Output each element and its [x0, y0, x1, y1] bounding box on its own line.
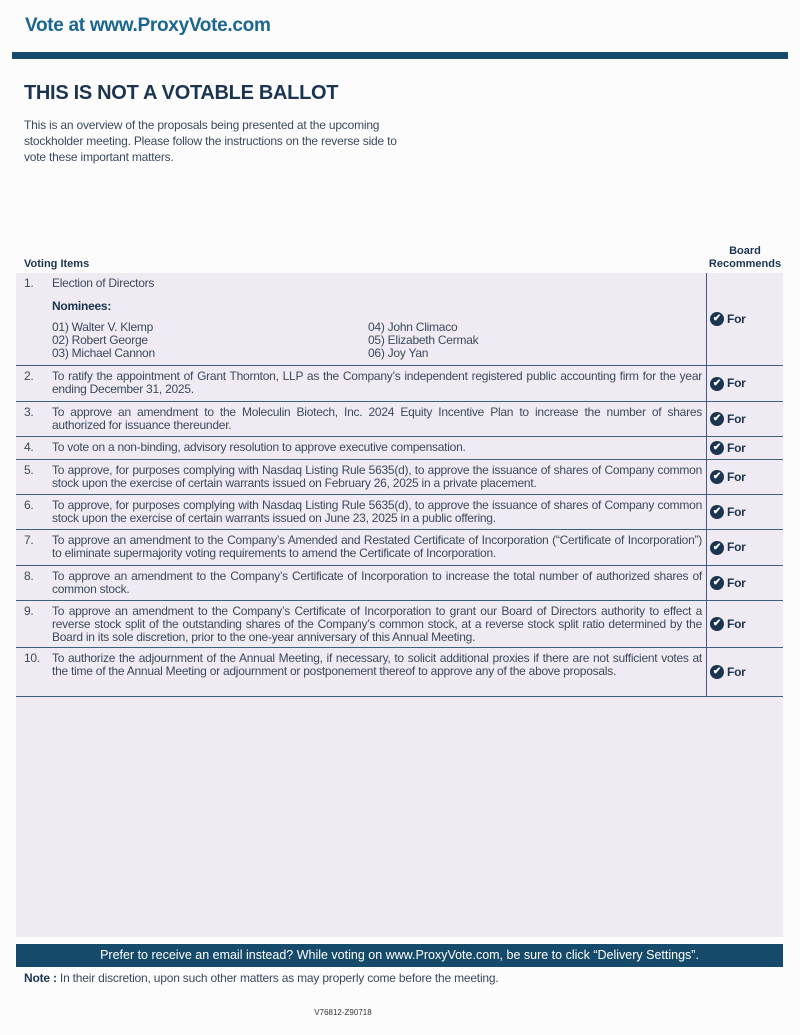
nominee: 02) Robert George: [52, 333, 148, 347]
item-text: To ratify the appointment of Grant Thornton, LLP as the Company’s independent registered public accounting firm for the year ending December 31, 2025.: [52, 369, 702, 396]
check-circle-icon: ✔: [710, 377, 724, 391]
document-code: V76812-Z90718: [314, 1008, 372, 1017]
voting-item-row: [16, 601, 783, 648]
board-recommendation: ✔ For: [706, 273, 783, 365]
item-text: To approve an amendment to the Company’s Certificate of Incorporation to grant our Board of Directors authority to effect a reverse stock split of the outstanding shares of the Company’s common stock, at a reverse stock split ratio determined by the Board in its sole discretion, prior to the one-year anniversary of this Annual Meeting.: [52, 604, 702, 644]
check-circle-icon: ✔: [710, 412, 724, 426]
check-circle-icon: ✔: [710, 470, 724, 484]
board-recommendation: ✔ For: [706, 460, 783, 494]
check-circle-icon: ✔: [710, 505, 724, 519]
proxyvote-link[interactable]: Vote at www.ProxyVote.com: [25, 15, 271, 36]
page-title: THIS IS NOT A VOTABLE BALLOT: [24, 82, 339, 104]
nominee: 01) Walter V. Klemp: [52, 320, 154, 334]
check-circle-icon: ✔: [710, 576, 724, 590]
board-recommendation: ✔ For: [706, 601, 783, 647]
voting-item-row: [16, 273, 783, 366]
voting-item-row: [16, 566, 783, 601]
board-recommendation: ✔ For: [706, 402, 783, 436]
item-number: 5.: [24, 463, 34, 477]
check-circle-icon: ✔: [710, 665, 724, 679]
check-circle-icon: ✔: [710, 312, 724, 326]
item-text: To approve an amendment to the Company’s Amended and Restated Certificate of Incorporation (“Certificate of Incorporation”) to eliminate supermajority voting requirements to amend the Certificate of Incorporation.: [52, 533, 702, 560]
nominee: 06) Joy Yan: [368, 346, 429, 360]
nominees-label: Nominees:: [52, 299, 112, 313]
item-number: 2.: [24, 369, 34, 383]
header-divider: [12, 52, 788, 59]
voting-item-row: [16, 366, 783, 402]
item-number: 7.: [24, 533, 34, 547]
item-number: 6.: [24, 498, 34, 512]
nominee: 05) Elizabeth Cermak: [368, 333, 479, 347]
item-number: 3.: [24, 405, 34, 419]
board-recommendation: ✔ For: [706, 566, 783, 600]
board-recommendation: ✔ For: [706, 648, 783, 696]
item-number: 8.: [24, 569, 34, 583]
voting-item-row: [16, 530, 783, 566]
board-recommends-header: Board Recommends: [708, 245, 782, 270]
board-recommendation: ✔ For: [706, 530, 783, 565]
voting-item-row: [16, 402, 783, 437]
item-number: 9.: [24, 604, 34, 618]
item-text: To approve an amendment to the Moleculin Biotech, Inc. 2024 Equity Incentive Plan to increase the number of shares authorized for issuance thereunder.: [52, 405, 702, 432]
note: Note : In their discretion, upon such other matters as may properly come before the meeting.: [24, 971, 499, 985]
check-circle-icon: ✔: [710, 617, 724, 631]
item-text: Election of Directors Nominees: 01) Walter V. Klemp 04) John Climaco 02) Robert George 05) Elizabeth Cermak 03) Michael Cannon 06) Joy Yan: [52, 277, 702, 360]
item-text: To approve, for purposes complying with Nasdaq Listing Rule 5635(d), to approve the issuance of shares of Company common stock upon the exercise of certain warrants issued on February 26, 2025 in a private placement.: [52, 463, 702, 490]
item-number: 10.: [24, 651, 40, 665]
item-text: To authorize the adjournment of the Annual Meeting, if necessary, to solicit additional proxies if there are not sufficient votes at the time of the Annual Meeting or adjournment or postponement thereof to approve any of the above proposals.: [52, 651, 702, 678]
board-recommendation: ✔ For: [706, 366, 783, 401]
voting-item-row: [16, 460, 783, 495]
board-recommendation: ✔ For: [706, 437, 783, 459]
nominee: 03) Michael Cannon: [52, 346, 155, 360]
voting-items-header: Voting Items: [24, 258, 90, 270]
voting-item-row: [16, 648, 783, 697]
delivery-settings-banner: Prefer to receive an email instead? While voting on www.ProxyVote.com, be sure to click “Delivery Settings”.: [16, 944, 783, 967]
nominee: 04) John Climaco: [368, 320, 458, 334]
intro-text: This is an overview of the proposals being presented at the upcoming stockholder meeting. Please follow the instructions on the reverse side to vote these important matters.: [24, 118, 397, 164]
item-text: To approve, for purposes complying with Nasdaq Listing Rule 5635(d), to approve the issuance of shares of Company common stock upon the exercise of certain warrants issued on June 23, 2025 in a public offering.: [52, 498, 702, 525]
item-number: 4.: [24, 440, 34, 454]
board-recommendation: ✔ For: [706, 495, 783, 529]
check-circle-icon: ✔: [710, 441, 724, 455]
check-circle-icon: ✔: [710, 541, 724, 555]
voting-item-row: [16, 495, 783, 530]
item-text: To approve an amendment to the Company’s Certificate of Incorporation to increase the total number of authorized shares of common stock.: [52, 569, 702, 596]
item-text: To vote on a non-binding, advisory resolution to approve executive compensation.: [52, 440, 466, 454]
item-number: 1.: [24, 276, 34, 290]
voting-item-row: [16, 437, 783, 460]
